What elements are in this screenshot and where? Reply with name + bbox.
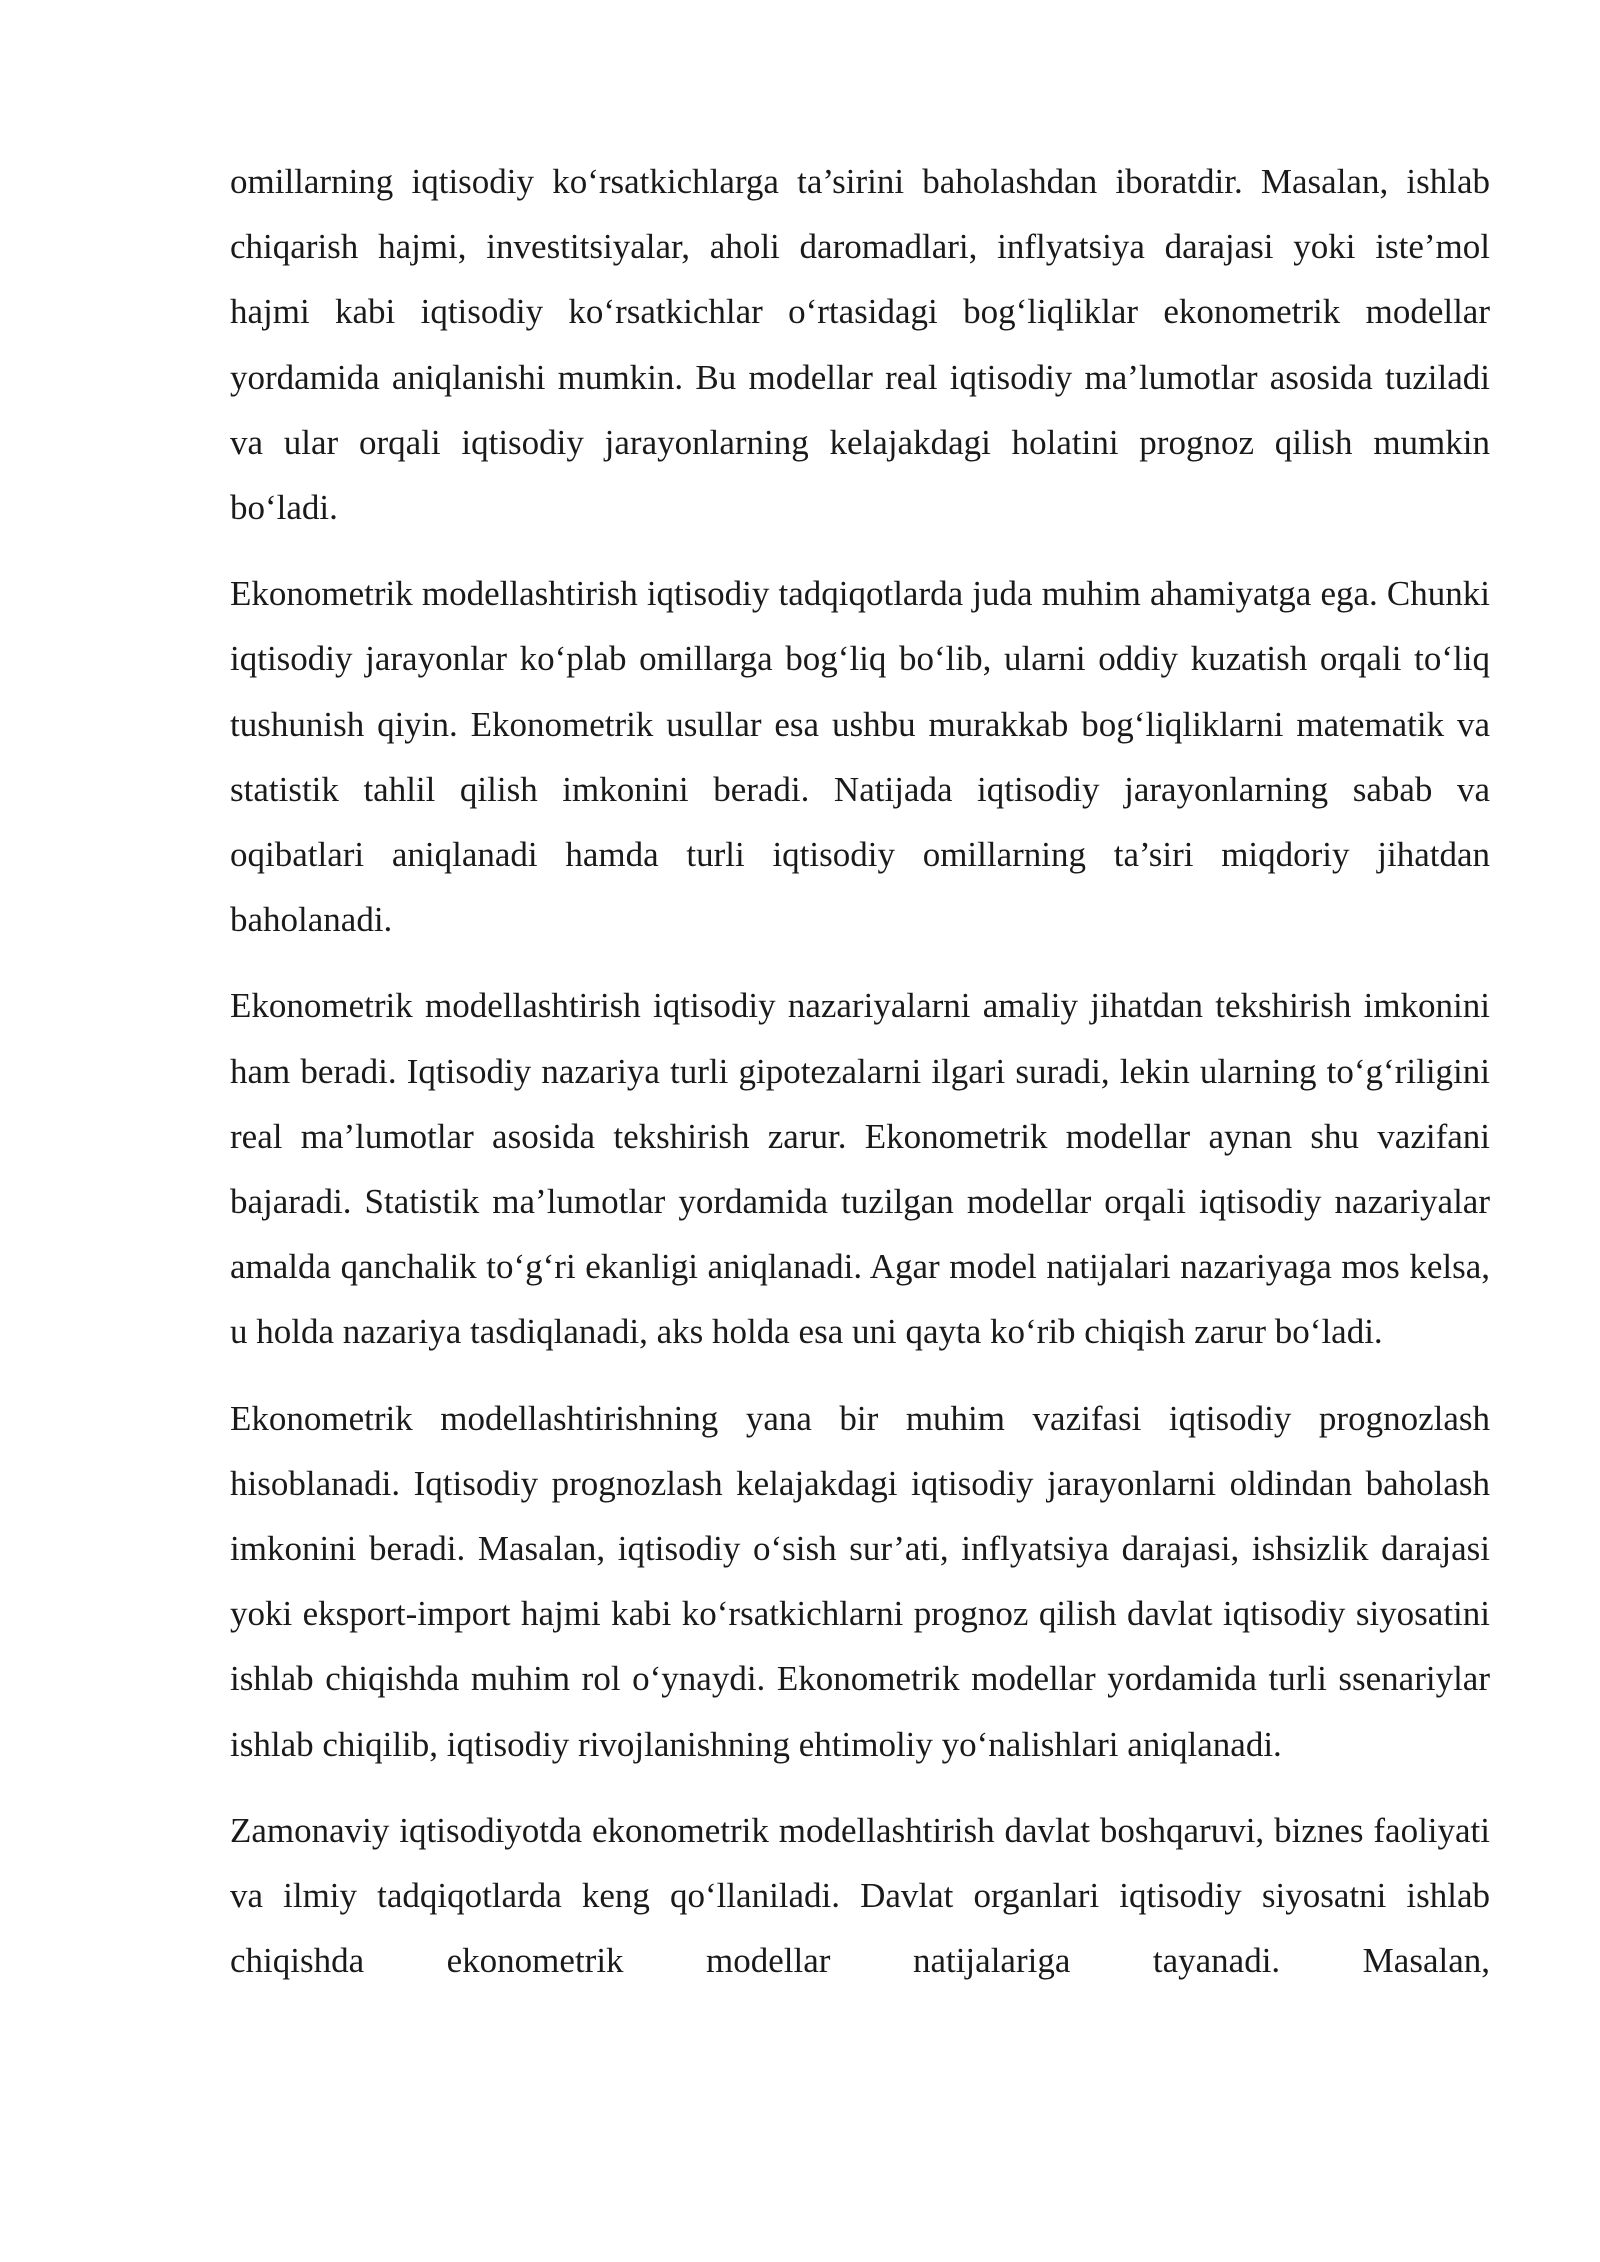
body-text xyxy=(230,149,1490,1993)
paragraph-4: Ekonometrik modellashtirishning yana bir muhim vazifasi iqtisodiy prognozlash hisoblanadi. Iqtisodiy prognozlash kelajakdagi iqtisodiy jarayonlarni oldindan baholash imkonini beradi. Masalan, iqtisodiy o‘sish sur’ati, inflyatsiya darajasi, ishsizlik darajasi yoki eksport-import hajmi kabi ko‘rsatkichlarni prognoz qilish davlat iqtisodiy siyosatini ishlab chiqishda muhim rol o‘ynaydi. Ekonometrik modellar yordamida turli ssenariylar ishlab chiqilib, iqtisodiy rivojlanishning ehtimoliy yo‘nalishlari aniqlanadi. xyxy=(230,1398,1490,1764)
paragraph-2: Ekonometrik modellashtirish iqtisodiy tadqiqotlarda juda muhim ahamiyatga ega. Chunki iqtisodiy jarayonlar ko‘plab omillarga bog‘liq bo‘lib, ularni oddiy kuzatish orqali to‘liq tushunish qiyin. Ekonometrik usullar esa ushbu murakkab bog‘liqliklarni matematik va statistik tahlil qilish imkonini beradi. Natijada iqtisodiy jarayonlarning sabab va oqibatlari aniqlanadi hamda turli iqtisodiy omillarning ta’siri miqdoriy jihatdan baholanadi. xyxy=(230,574,1490,940)
paragraph-1: omillarning iqtisodiy ko‘rsatkichlarga ta’sirini baholashdan iboratdir. Masalan, ishlab chiqarish hajmi, investitsiyalar, aholi daromadlari, inflyatsiya darajasi yoki iste’mol hajmi kabi iqtisodiy ko‘rsatkichlar o‘rtasidagi bog‘liqliklar ekonometrik modellar yordamida aniqlanishi mumkin. Bu modellar real iqtisodiy ma’lumotlar asosida tuziladi va ular orqali iqtisodiy jarayonlarning kelajakdagi holatini prognoz qilish mumkin bo‘ladi. xyxy=(230,162,1490,528)
paragraph-3: Ekonometrik modellashtirish iqtisodiy nazariyalarni amaliy jihatdan tekshirish imkonini ham beradi. Iqtisodiy nazariya turli gipotezalarni ilgari suradi, lekin ularning to‘g‘riligini real ma’lumotlar asosida tekshirish zarur. Ekonometrik modellar aynan shu vazifani bajaradi. Statistik ma’lumotlar yordamida tuzilgan modellar orqali iqtisodiy nazariyalar amalda qanchalik to‘g‘ri ekanligi aniqlanadi. Agar model natijalari nazariyaga mos kelsa, u holda nazariya tasdiqlanadi, aks holda esa uni qayta ko‘rib chiqish zarur bo‘ladi. xyxy=(230,986,1490,1352)
paragraph-5: Zamonaviy iqtisodiyotda ekonometrik modellashtirish davlat boshqaruvi, biznes faoliyati va ilmiy tadqiqotlarda keng qo‘llaniladi. Davlat organlari iqtisodiy siyosatni ishlab chiqishda ekonometrik modellar natijalariga tayanadi. Masalan, xyxy=(230,1810,1490,1981)
